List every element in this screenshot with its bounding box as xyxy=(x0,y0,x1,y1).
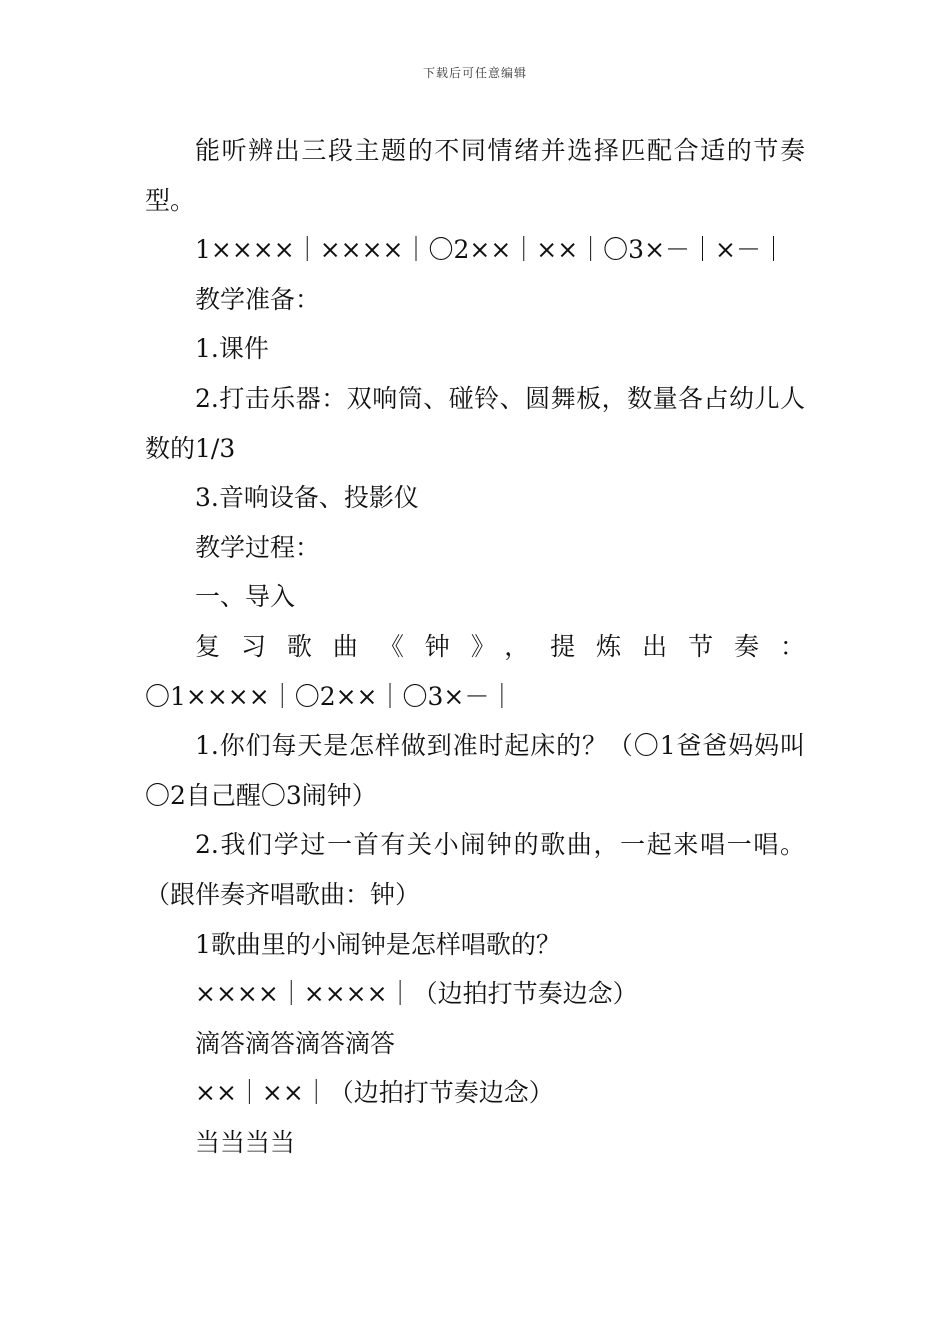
page-header: 下载后可任意编辑 xyxy=(422,66,527,80)
rhythm-notation: ××｜××｜（边拍打节奏边念） xyxy=(195,1078,554,1108)
section-heading: 教学过程： xyxy=(195,532,321,562)
document-body xyxy=(145,126,805,1167)
paragraph-first-line: 复习歌曲《钟》，提炼出节奏： xyxy=(195,631,805,661)
subsection-heading: 一、导入 xyxy=(195,582,296,612)
rhythm-notation: ××××｜××××｜（边拍打节奏边念） xyxy=(195,979,638,1009)
paragraph: 能听辨出三段主题的不同情绪并选择匹配合适的节奏型。 xyxy=(145,136,805,215)
list-item: 1.课件 xyxy=(195,334,269,364)
question: 1歌曲里的小闹钟是怎样唱歌的？ xyxy=(195,929,561,959)
list-item: 2.打击乐器：双响筒、碰铃、圆舞板，数量各占幼儿人数的1/3 xyxy=(145,383,805,463)
section-heading: 教学准备： xyxy=(195,284,321,314)
list-item: 1.你们每天是怎样做到准时起床的？（〇1爸爸妈妈叫〇2自己醒〇3闹钟） xyxy=(145,731,805,810)
paragraph-spread xyxy=(145,622,805,721)
rhythm-notation: 1××××｜××××｜〇2××｜××｜〇3×－｜×－｜ xyxy=(195,235,786,265)
list-item: 3.音响设备、投影仪 xyxy=(195,483,419,513)
list-item: 2.我们学过一首有关小闹钟的歌曲，一起来唱一唱。（跟伴奏齐唱歌曲：钟） xyxy=(145,830,805,909)
chant-text: 当当当当 xyxy=(195,1127,296,1157)
chant-text: 滴答滴答滴答滴答 xyxy=(195,1028,396,1058)
rhythm-notation: 〇1××××｜〇2××｜〇3×－｜ xyxy=(145,681,515,711)
